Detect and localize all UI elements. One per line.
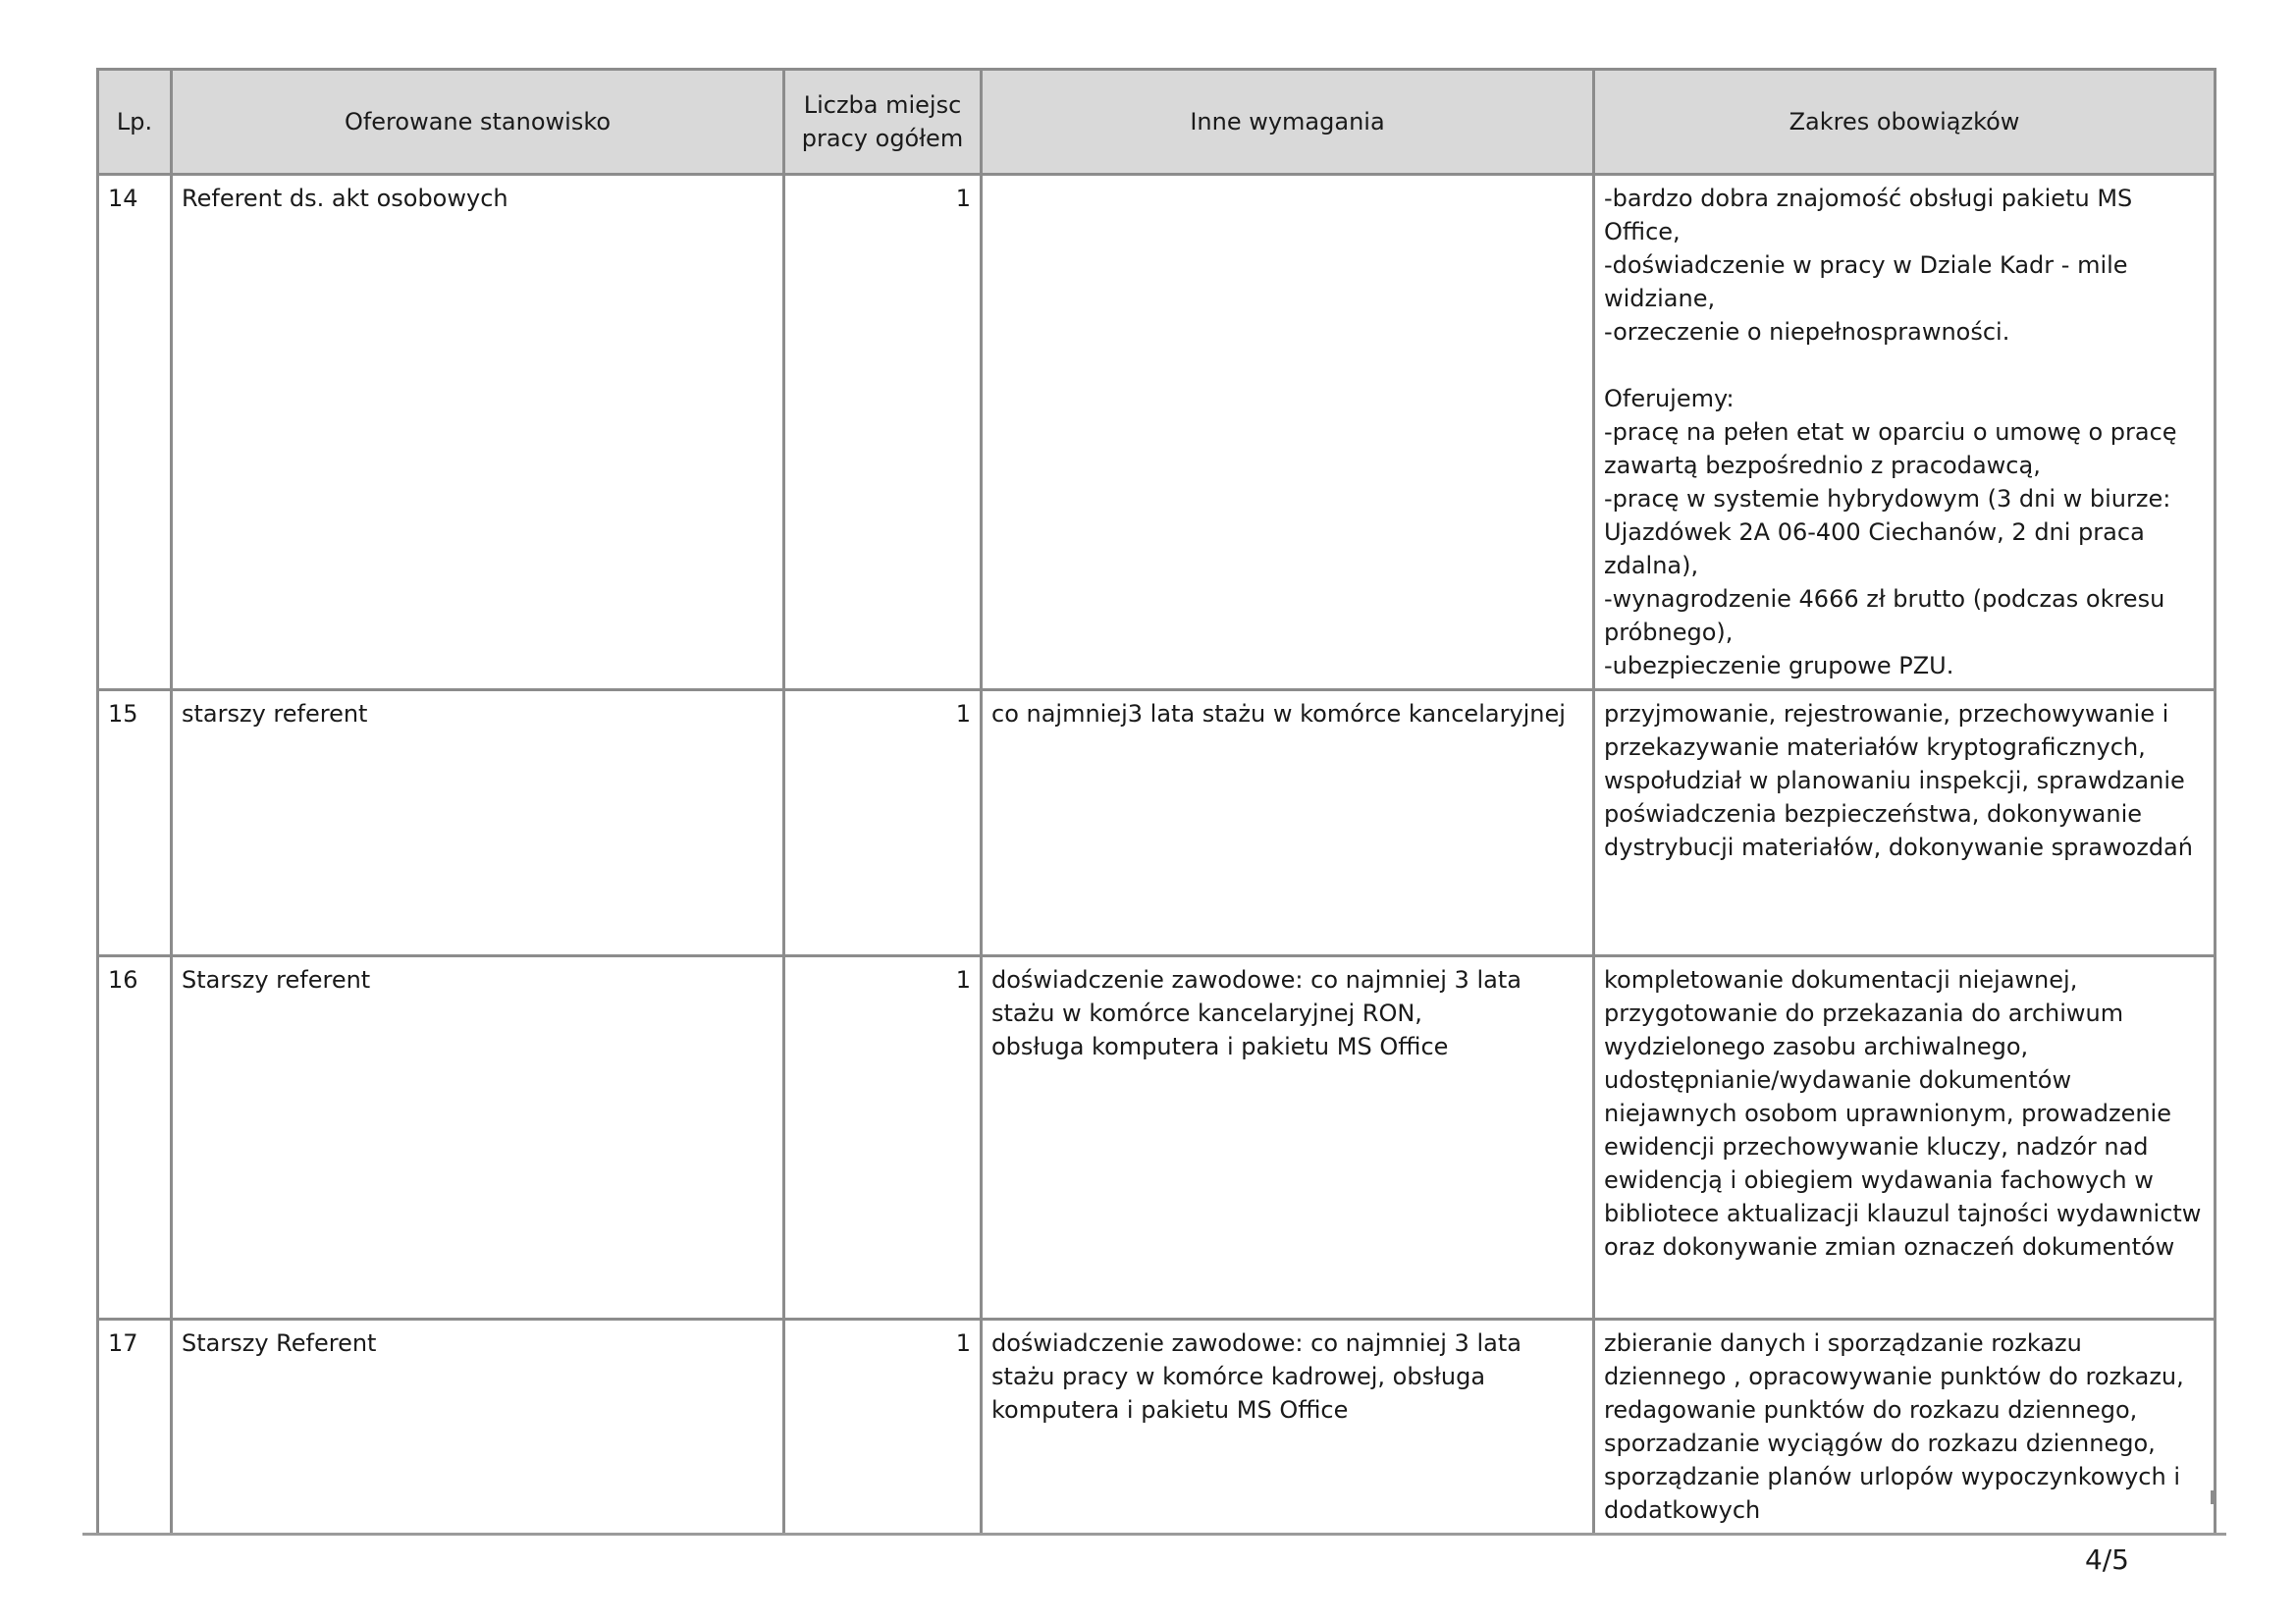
cell-duties: przyjmowanie, rejestrowanie, przechowywanie i przekazywanie materiałów kryptograficznych, wspołudział w planowaniu inspekcji, sprawdzanie poświadczenia bezpieczeństwa, dokonywanie dystrybucji materiałów, dokonywanie sprawozdań <box>1594 690 2216 956</box>
cell-count: 1 <box>784 690 982 956</box>
cell-count: 1 <box>784 175 982 690</box>
header-position: Oferowane stanowisko <box>172 70 784 175</box>
header-duties: Zakres obowiązków <box>1594 70 2216 175</box>
table-row <box>98 956 2216 1320</box>
cell-position: Referent ds. akt osobowych <box>172 175 784 690</box>
header-count: Liczba miejsc pracy ogółem <box>784 70 982 175</box>
cell-lp: 17 <box>98 1320 172 1535</box>
table-row <box>98 690 2216 956</box>
cell-duties: kompletowanie dokumentacji niejawnej, przygotowanie do przekazania do archiwum wydzielonego zasobu archiwalnego, udostępnianie/wydawanie dokumentów niejawnych osobom uprawnionym, prowadzenie ewidencji przechowywanie kluczy, nadzór nad ewidencją i obiegiem wydawania fachowych w bibliotece aktualizacji klauzul tajności wydawnictw oraz dokonywanie zmian oznaczeń dokumentów <box>1594 956 2216 1320</box>
table-header-row <box>98 70 2216 175</box>
cell-position: Starszy Referent <box>172 1320 784 1535</box>
cell-requirements: doświadczenie zawodowe: co najmniej 3 lata stażu w komórce kancelaryjnej RON, obsługa komputera i pakietu MS Office <box>982 956 1594 1320</box>
header-requirements: Inne wymagania <box>982 70 1594 175</box>
cell-lp: 14 <box>98 175 172 690</box>
cell-count: 1 <box>784 956 982 1320</box>
table-continuation-right <box>2211 1490 2214 1504</box>
cell-position: starszy referent <box>172 690 784 956</box>
footer-divider <box>82 1533 2226 1536</box>
cell-lp: 16 <box>98 956 172 1320</box>
table-continuation-left <box>96 1490 99 1504</box>
cell-duties: zbieranie danych i sporządzanie rozkazu dziennego , opracowywanie punktów do rozkazu, redagowanie punktów do rozkazu dziennego, sporzadzanie wyciągów do rozkazu dziennego, sporządzanie planów urlopów wypoczynkowych i dodatkowych <box>1594 1320 2216 1535</box>
table-row <box>98 175 2216 690</box>
cell-duties: -bardzo dobra znajomość obsługi pakietu MS Office, -doświadczenie w pracy w Dziale Kadr - mile widziane, -orzeczenie o niepełnosprawności. Oferujemy: -pracę na pełen etat w oparciu o umowę o pracę zawartą bezpośrednio z pracodawcą, -pracę w systemie hybrydowym (3 dni w biurze: Ujazdówek 2A 06-400 Ciechanów, 2 dni praca zdalna), -wynagrodzenie 4666 zł brutto (podczas okresu próbnego), -ubezpieczenie grupowe PZU. <box>1594 175 2216 690</box>
cell-requirements <box>982 175 1594 690</box>
cell-count: 1 <box>784 1320 982 1535</box>
header-lp: Lp. <box>98 70 172 175</box>
cell-requirements: doświadczenie zawodowe: co najmniej 3 lata stażu pracy w komórce kadrowej, obsługa komputera i pakietu MS Office <box>982 1320 1594 1535</box>
cell-requirements: co najmniej3 lata stażu w komórce kancelaryjnej <box>982 690 1594 956</box>
job-offers-table <box>96 68 2216 1536</box>
cell-position: Starszy referent <box>172 956 784 1320</box>
table-row <box>98 1320 2216 1535</box>
page-number: 4/5 <box>2084 1543 2129 1576</box>
cell-lp: 15 <box>98 690 172 956</box>
